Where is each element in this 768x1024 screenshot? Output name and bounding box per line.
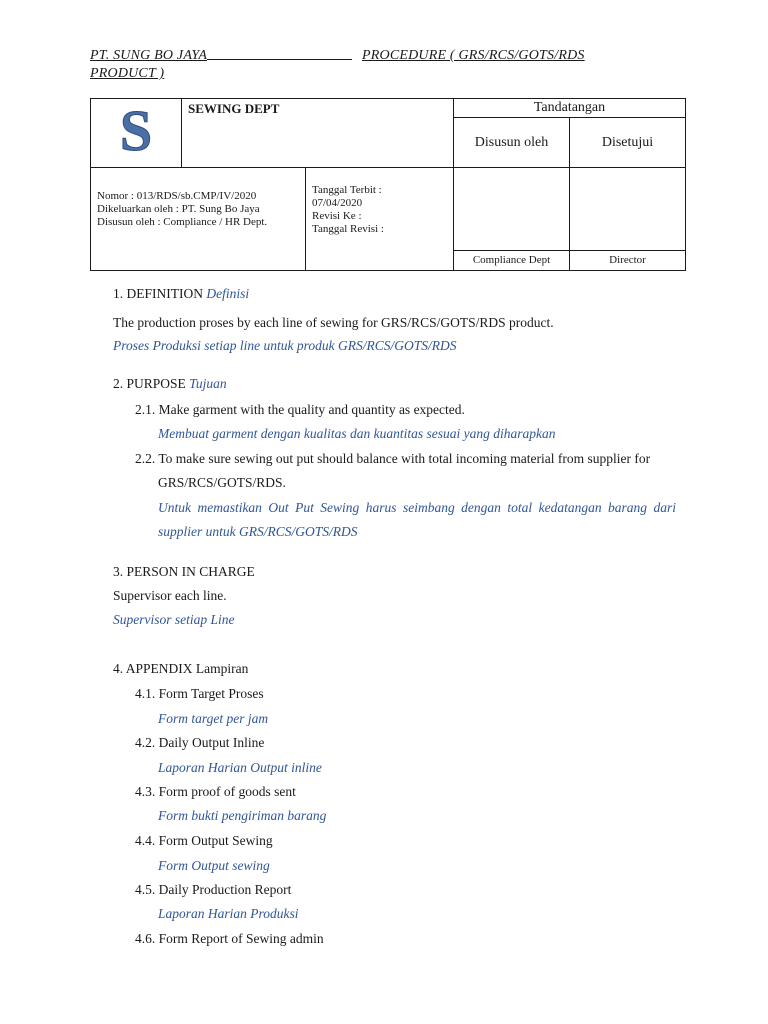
appendix-item-1: 4.1. Form Target Proses <box>135 686 264 701</box>
revision-date-label: Tanggal Revisi : <box>312 223 384 235</box>
section-title: 2. PURPOSE <box>113 376 186 391</box>
header-procedure: PROCEDURE ( GRS/RCS/GOTS/RDS <box>362 48 585 63</box>
section-person-in-charge-title: 3. PERSON IN CHARGE <box>113 564 255 579</box>
compiled-by: Disusun oleh : Compliance / HR Dept. <box>97 216 268 228</box>
document-control-table <box>90 98 686 271</box>
definition-text-translation: Proses Produksi setiap line untuk produk GRS/RCS/GOTS/RDS <box>113 338 457 353</box>
purpose-item-1-translation: Membuat garment dengan kualitas dan kuantitas sesuai yang diharapkan <box>158 426 556 441</box>
appendix-item-2: 4.2. Daily Output Inline <box>135 735 265 750</box>
appendix-item-4-translation: Form Output sewing <box>158 858 270 873</box>
document-number: Nomor : 013/RDS/sb.CMP/IV/2020 <box>97 190 257 202</box>
issue-date-label: Tanggal Terbit : <box>312 184 382 196</box>
logo-cell <box>91 99 182 168</box>
purpose-item-2: 2.2. To make sure sewing out put should balance with total incoming material from supplier for <box>135 451 651 466</box>
company-logo-icon <box>112 104 160 158</box>
appendix-item-1-translation: Form target per jam <box>158 711 269 726</box>
document-info <box>91 168 306 271</box>
appendix-item-5-translation: Laporan Harian Produksi <box>158 906 299 921</box>
person-in-charge-translation: Supervisor setiap Line <box>113 612 235 627</box>
appendix-item-3: 4.3. Form proof of goods sent <box>135 784 296 799</box>
svg-text:S: S <box>119 103 153 158</box>
purpose-item-2-translation-continued: supplier untuk GRS/RCS/GOTS/RDS <box>158 524 358 539</box>
signature-title: Tandatangan <box>454 99 686 118</box>
signer-director: Director <box>570 250 686 270</box>
section-title-translation: Tujuan <box>189 376 227 391</box>
purpose-item-1: 2.1. Make garment with the quality and quantity as expected. <box>135 402 465 417</box>
date-info <box>306 168 454 271</box>
prepared-by-label: Disusun oleh <box>454 118 570 168</box>
appendix-item-5: 4.5. Daily Production Report <box>135 882 292 897</box>
approved-by-label: Disetujui <box>570 118 686 168</box>
person-in-charge-text: Supervisor each line. <box>113 588 227 603</box>
signature-box-right <box>570 168 686 251</box>
appendix-item-2-translation: Laporan Harian Output inline <box>158 760 322 775</box>
header-company: PT. SUNG BO JAYA <box>90 48 352 64</box>
appendix-item-3-translation: Form bukti pengiriman barang <box>158 808 327 823</box>
section-title: 1. DEFINITION <box>113 286 203 301</box>
purpose-item-2-continued: GRS/RCS/GOTS/RDS. <box>158 475 286 490</box>
section-title-translation: Definisi <box>206 286 250 301</box>
header-procedure-continued: PRODUCT ) <box>90 66 165 81</box>
definition-text: The production proses by each line of sewing for GRS/RCS/GOTS/RDS product. <box>113 315 554 330</box>
department-name: SEWING DEPT <box>182 99 454 168</box>
signature-box-left <box>454 168 570 251</box>
appendix-item-4: 4.4. Form Output Sewing <box>135 833 273 848</box>
section-definition-title <box>113 286 249 302</box>
appendix-item-6: 4.6. Form Report of Sewing admin <box>135 931 324 946</box>
signer-compliance: Compliance Dept <box>454 250 570 270</box>
purpose-item-2-translation: Untuk memastikan Out Put Sewing harus seimbang dengan total kedatangan barang dari <box>158 500 676 515</box>
section-purpose-title <box>113 376 227 392</box>
issued-by: Dikeluarkan oleh : PT. Sung Bo Jaya <box>97 203 260 215</box>
section-appendix-title: 4. APPENDIX Lampiran <box>113 661 249 676</box>
revision-label: Revisi Ke : <box>312 210 362 222</box>
issue-date: 07/04/2020 <box>312 197 363 209</box>
